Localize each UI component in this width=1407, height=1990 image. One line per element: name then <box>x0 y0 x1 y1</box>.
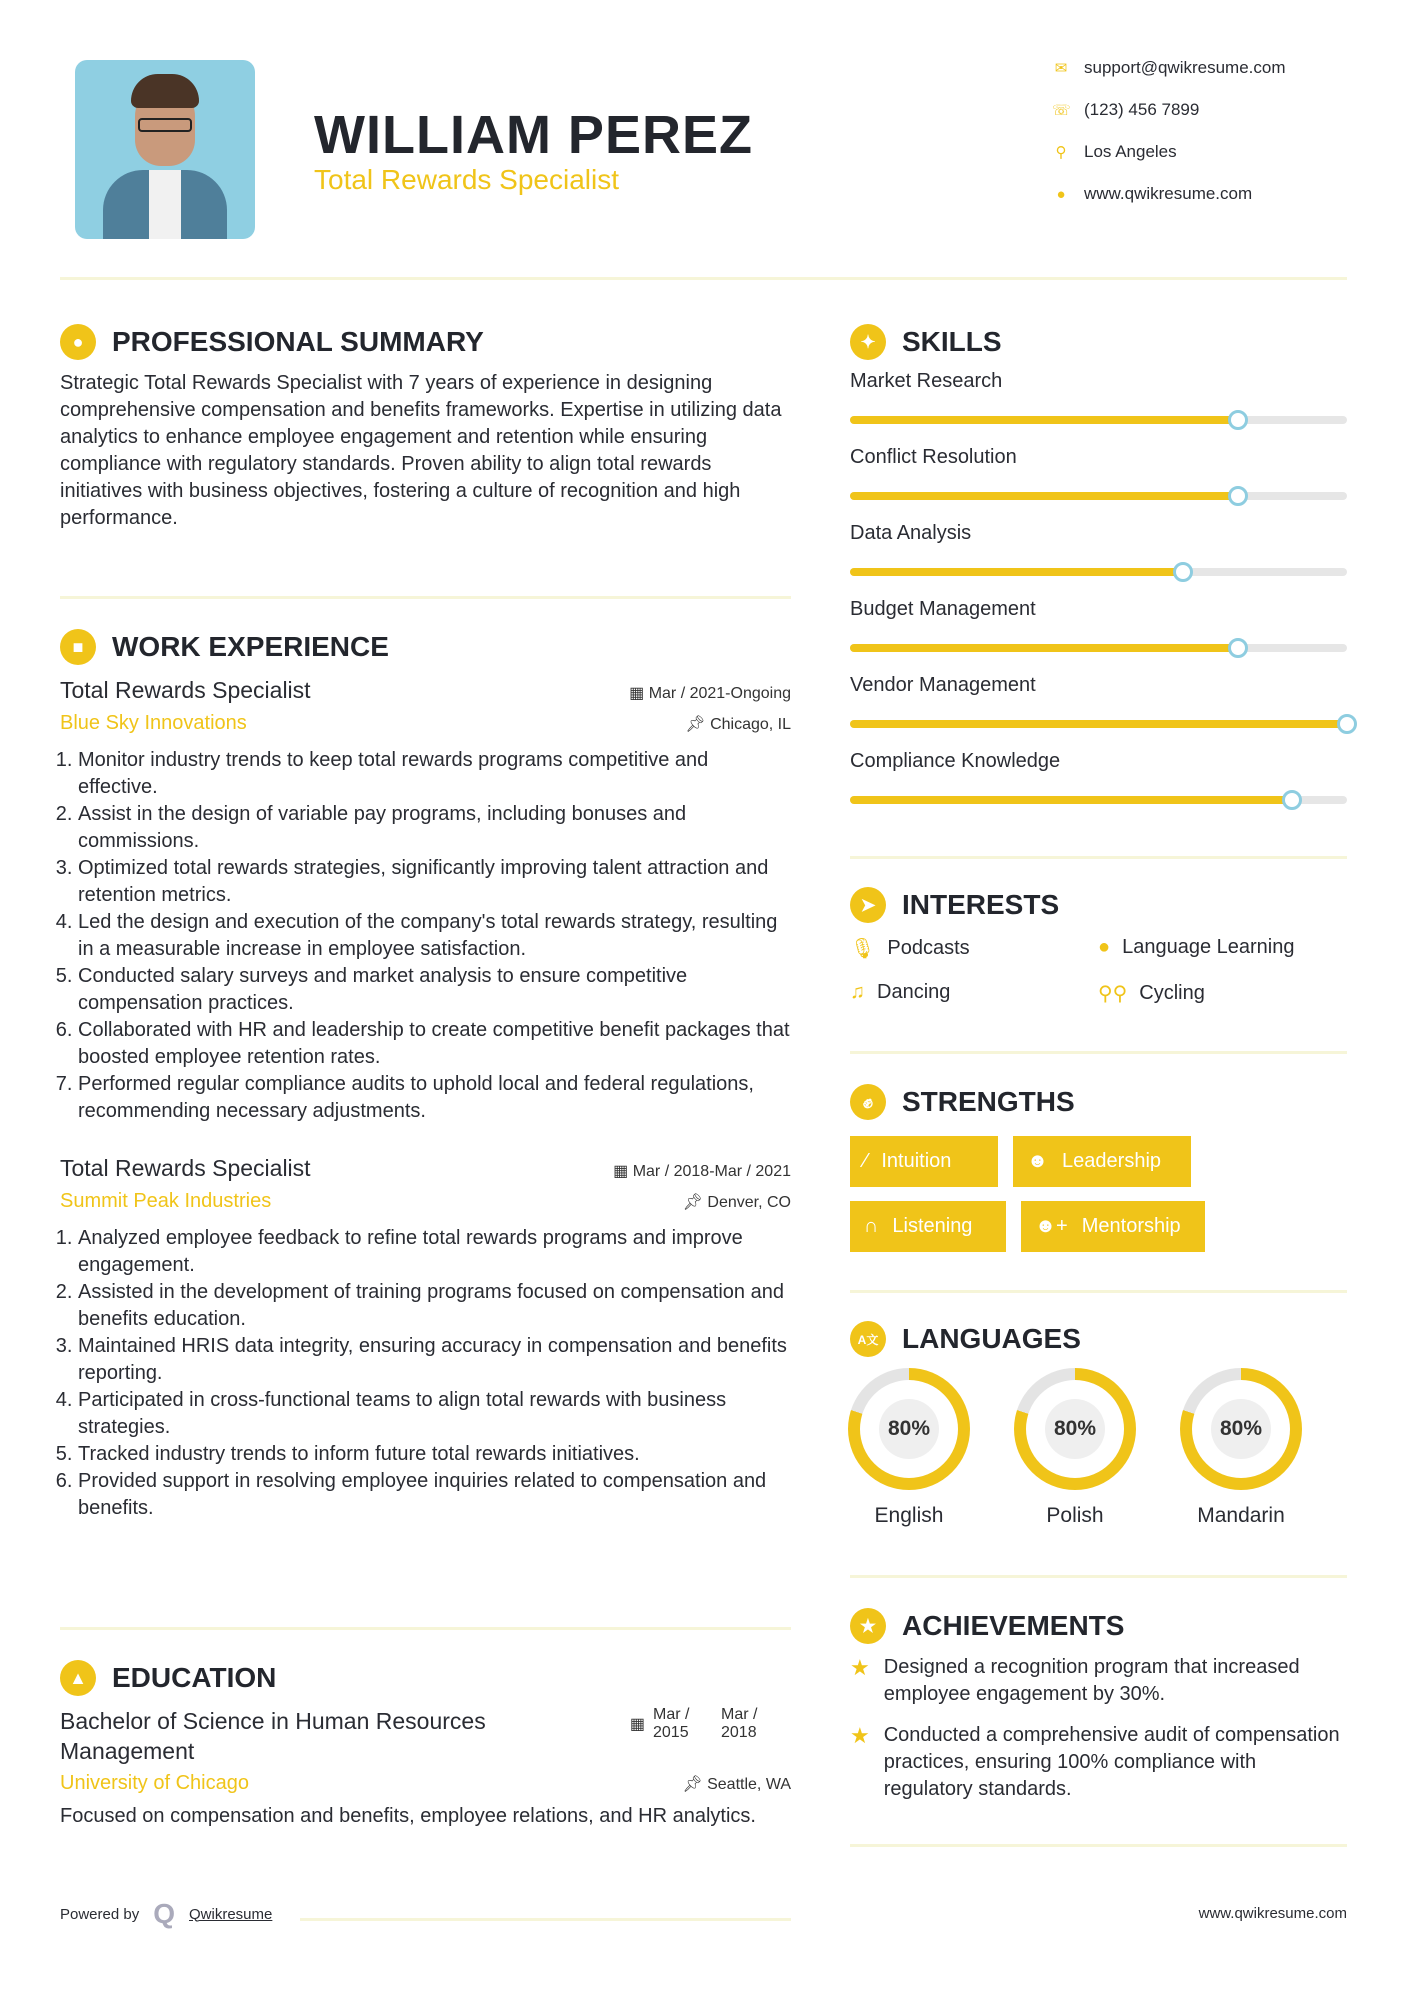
phone-icon: ☏ <box>1052 102 1071 119</box>
powered-by <box>60 1898 272 1930</box>
interest-item <box>1098 936 1294 959</box>
list-item: 2. Assist in the design of variable pay programs, including bonuses and commissions. <box>78 801 791 855</box>
heading-text: INTERESTS <box>902 889 1060 920</box>
divider <box>850 1844 1347 1847</box>
interest-item <box>850 981 950 1004</box>
heading-text: ACHIEVEMENTS <box>902 1610 1125 1641</box>
education-section <box>60 1660 791 1830</box>
achievements-heading <box>850 1608 1124 1644</box>
skill-level-knob <box>1228 486 1248 506</box>
skill-bar <box>850 416 1347 424</box>
list-item: 4. Led the design and execution of the company's total rewards strategy, resulting in a measurable increase in employee satisfaction. <box>78 909 791 963</box>
footer-website[interactable]: www.qwikresume.com <box>1198 1905 1347 1922</box>
professional-summary-section <box>60 324 791 532</box>
powered-by-text: Powered by <box>60 1905 140 1923</box>
graduation-icon: ▲ <box>60 1660 96 1696</box>
translate-icon: A文 <box>850 1321 886 1357</box>
summary-text: Strategic Total Rewards Specialist with 7 years of experience in designing comprehensive compensation and benefits frameworks. Expertise in utilizing data analytics to enhance employee engagement and retention while ensuring compliance with regulatory standards. Proven ability to align total rewards initiatives with business objectives, fostering a culture of recognition and high performance. <box>60 372 782 529</box>
job-location <box>685 714 791 734</box>
star-icon: ★ <box>850 1655 870 1680</box>
divider <box>60 1627 791 1630</box>
language-proficiency-ring <box>1014 1368 1136 1490</box>
heading-text: STRENGTHS <box>902 1086 1075 1117</box>
contact-text: (123) 456 7899 <box>1084 100 1200 119</box>
skill-label: Vendor Management <box>850 674 1036 696</box>
group-icon: ☻ <box>1027 1150 1049 1172</box>
interest-item <box>1098 981 1205 1006</box>
contact-text: support@qwikresume.com <box>1084 58 1286 77</box>
interests-heading <box>850 887 1059 923</box>
skill-level-knob <box>1173 562 1193 582</box>
divider <box>60 596 791 599</box>
list-item: 3. Optimized total rewards strategies, significantly improving talent attraction and retention metrics. <box>78 855 791 909</box>
skill-level-knob <box>1228 638 1248 658</box>
music-icon: ♫ <box>850 981 865 1003</box>
calendar-icon: ▦ <box>629 685 649 702</box>
list-item: 1. Analyzed employee feedback to refine total rewards programs and improve engagement. <box>78 1225 791 1279</box>
globe-icon: ● <box>1056 185 1066 203</box>
briefcase-icon: ■ <box>60 629 96 665</box>
skill-label: Budget Management <box>850 598 1036 620</box>
section-heading <box>60 1660 791 1696</box>
list-item: 4. Participated in cross-functional teams to align total rewards with business strategies. <box>78 1387 791 1441</box>
location-text: Seattle, WA <box>707 1776 791 1793</box>
strength-chip <box>850 1136 998 1187</box>
heading-text: WORK EXPERIENCE <box>112 631 389 662</box>
list-item: 2. Assisted in the development of training programs focused on compensation and benefits education. <box>78 1279 791 1333</box>
map-pin-icon: ⚲ <box>1055 144 1067 161</box>
skill-bar-fill <box>850 796 1292 804</box>
date-text: Mar / 2018-Mar / 2021 <box>632 1163 791 1180</box>
chip-label: Listening <box>892 1215 973 1237</box>
profile-photo <box>75 60 255 239</box>
list-item: 6. Collaborated with HR and leadership to create competitive benefit packages that boosted employee retention rates. <box>78 1017 791 1071</box>
bicycle-icon: ⚲⚲ <box>1098 983 1128 1005</box>
paper-plane-icon: ➤ <box>850 887 886 923</box>
list-item: 6. Provided support in resolving employee inquiries related to compensation and benefits. <box>78 1468 791 1522</box>
divider <box>850 1290 1347 1293</box>
skill-label: Conflict Resolution <box>850 446 1017 468</box>
date-text: Mar / 2021-Ongoing <box>648 685 791 702</box>
skill-bar-fill <box>850 416 1238 424</box>
lightbulb-icon: ✦ <box>850 324 886 360</box>
section-heading <box>60 324 791 360</box>
list-item: 5. Tracked industry trends to inform future total rewards initiatives. <box>78 1441 791 1468</box>
pin-icon: 📌︎ <box>682 1194 708 1211</box>
language-name: Polish <box>1046 1504 1104 1527</box>
school-name: University of Chicago <box>60 1772 249 1794</box>
skill-bar-fill <box>850 644 1238 652</box>
achievement-text: Conducted a comprehensive audit of compensation practices, ensuring 100% compliance with regulatory standards. <box>883 1724 1340 1800</box>
chip-label: Leadership <box>1062 1150 1162 1172</box>
interest-label: Language Learning <box>1122 936 1295 958</box>
list-item: 3. Maintained HRIS data integrity, ensuring accuracy in compensation and benefits reporting. <box>78 1333 791 1387</box>
globe-icon: ● <box>1098 936 1111 958</box>
percent-label: 80% <box>1045 1399 1105 1459</box>
skill-bar <box>850 796 1347 804</box>
skill-bar-fill <box>850 720 1347 728</box>
interest-label: Podcasts <box>887 937 970 959</box>
language-proficiency-ring <box>848 1368 970 1490</box>
chip-label: Mentorship <box>1081 1215 1181 1237</box>
job-location <box>683 1192 791 1212</box>
job-date <box>629 683 791 703</box>
contact-location <box>1052 142 1177 162</box>
calendar-icon: ▦ <box>629 1716 645 1733</box>
star-badge-icon: ★ <box>850 1608 886 1644</box>
skill-label: Compliance Knowledge <box>850 750 1061 772</box>
ring-inner <box>860 1380 958 1478</box>
heading-text: PROFESSIONAL SUMMARY <box>112 326 484 357</box>
date-end: Mar / 2018 <box>721 1706 758 1741</box>
work-experience-section <box>60 629 791 1522</box>
brand-link[interactable]: Qwikresume <box>189 1905 273 1923</box>
contact-text: www.qwikresume.com <box>1084 184 1253 203</box>
responsibility-list <box>60 1225 791 1522</box>
achievement-text: Designed a recognition program that increased employee engagement by 30%. <box>883 1656 1300 1705</box>
heading-text: EDUCATION <box>112 1662 277 1693</box>
skill-bar <box>850 568 1347 576</box>
language-name: English <box>874 1504 944 1527</box>
interest-label: Cycling <box>1139 982 1205 1004</box>
interest-item <box>850 936 970 961</box>
contact-phone <box>1052 100 1199 120</box>
candidate-title: Total Rewards Specialist <box>314 164 620 195</box>
ring-inner <box>1026 1380 1124 1478</box>
location-text: Denver, CO <box>707 1194 791 1211</box>
heading-text: SKILLS <box>902 326 1002 357</box>
divider <box>850 1575 1347 1578</box>
divider <box>300 1918 791 1921</box>
date-start: Mar / 2015 <box>653 1706 690 1741</box>
job-title: Total Rewards Specialist <box>60 1155 311 1181</box>
percent-label: 80% <box>1211 1399 1271 1459</box>
list-item: 1. Monitor industry trends to keep total rewards programs competitive and effective. <box>78 747 791 801</box>
calendar-icon: ▦ <box>613 1163 633 1180</box>
divider <box>850 1051 1347 1054</box>
education-location <box>682 1774 791 1794</box>
skill-level-knob <box>1282 790 1302 810</box>
contact-website[interactable] <box>1052 184 1252 204</box>
job-entry <box>60 1155 791 1522</box>
pin-icon: 📌︎ <box>685 716 711 733</box>
headphones-icon: ∩ <box>864 1215 879 1237</box>
job-date <box>613 1161 791 1181</box>
heading-text: LANGUAGES <box>902 1323 1081 1354</box>
fist-icon: ✊︎ <box>850 1084 886 1120</box>
strengths-heading <box>850 1084 1075 1120</box>
responsibility-list <box>60 747 791 1125</box>
qwikresume-logo-icon: Q <box>153 1898 175 1929</box>
contact-email[interactable] <box>1052 58 1286 78</box>
list-item: 5. Conducted salary surveys and market analysis to ensure competitive compensation practices. <box>78 963 791 1017</box>
skill-level-knob <box>1337 714 1357 734</box>
education-description: Focused on compensation and benefits, employee relations, and HR analytics. <box>60 1805 756 1827</box>
skill-bar-fill <box>850 492 1238 500</box>
skill-bar <box>850 720 1347 728</box>
education-date <box>630 1706 771 1742</box>
skill-level-knob <box>1228 410 1248 430</box>
candidate-name: WILLIAM PEREZ <box>314 105 753 165</box>
company-name: Blue Sky Innovations <box>60 712 247 734</box>
skill-bar <box>850 492 1347 500</box>
strength-chip <box>850 1201 1006 1252</box>
envelope-icon: ✉ <box>1054 60 1068 77</box>
skill-label: Market Research <box>850 370 1003 392</box>
skills-heading <box>850 324 1002 360</box>
skill-bar-fill <box>850 568 1183 576</box>
achievement-item <box>850 1654 1347 1708</box>
company-name: Summit Peak Industries <box>60 1190 272 1212</box>
ring-inner <box>1192 1380 1290 1478</box>
location-text: Chicago, IL <box>710 716 791 733</box>
achievement-item <box>850 1722 1347 1803</box>
contact-text: Los Angeles <box>1084 142 1177 161</box>
job-entry <box>60 677 791 1125</box>
pin-icon: 📌︎ <box>682 1776 708 1793</box>
skill-bar <box>850 644 1347 652</box>
magic-wand-icon: ⁄ <box>864 1150 868 1172</box>
star-icon: ★ <box>850 1723 870 1748</box>
language-name: Mandarin <box>1197 1504 1285 1527</box>
percent-label: 80% <box>879 1399 939 1459</box>
interest-label: Dancing <box>877 981 951 1003</box>
user-icon: ● <box>60 324 96 360</box>
strength-chip <box>1013 1136 1191 1187</box>
skill-label: Data Analysis <box>850 522 972 544</box>
languages-heading <box>850 1321 1081 1357</box>
section-heading <box>60 629 791 665</box>
degree-title: Bachelor of Science in Human Resources Management <box>60 1708 486 1764</box>
strength-chip <box>1021 1201 1205 1252</box>
job-title: Total Rewards Specialist <box>60 677 311 703</box>
chip-label: Intuition <box>881 1150 952 1172</box>
microphone-icon: 🎙︎ <box>850 938 876 960</box>
language-proficiency-ring <box>1180 1368 1302 1490</box>
list-item: 7. Performed regular compliance audits to uphold local and federal regulations, recommending necessary adjustments. <box>78 1071 791 1125</box>
user-plus-icon: ☻+ <box>1035 1215 1068 1237</box>
divider <box>60 277 1347 280</box>
divider <box>850 856 1347 859</box>
